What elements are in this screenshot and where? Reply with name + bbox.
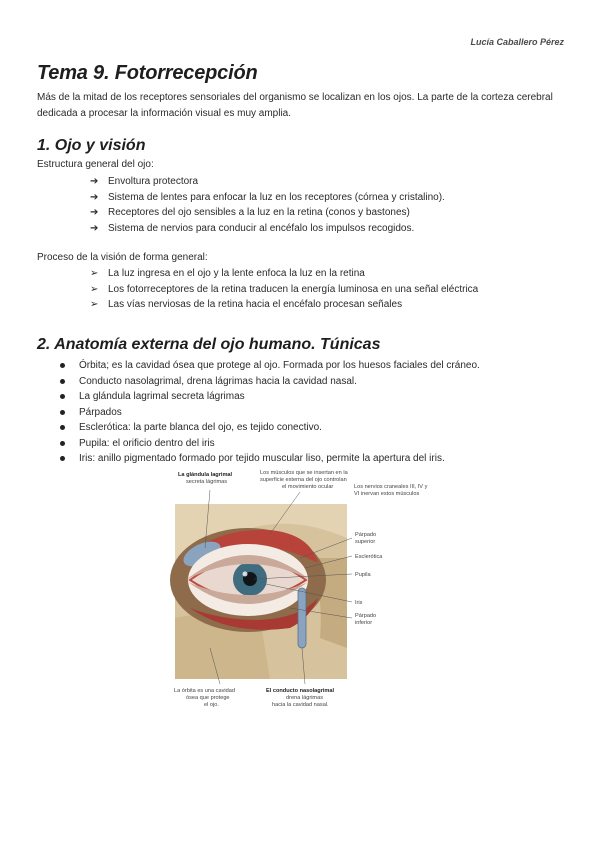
label-gland-bold: La glándula lagrimal <box>178 472 233 478</box>
arrowhead-icon: ➢ <box>90 268 99 279</box>
list-item: Conducto nasolagrimal, drena lágrimas hacia la cavidad nasal. <box>60 374 480 390</box>
label-duct: hacia la cavidad nasal. <box>272 702 329 708</box>
structure-list <box>90 174 445 236</box>
label-upper-eyelid: Párpado <box>355 532 377 538</box>
list-item: ➔ Sistema de lentes para enfocar la luz en los receptores (córnea y cristalino). <box>90 190 445 206</box>
label-duct-bold: El conducto nasolagrimal <box>266 688 335 694</box>
anatomy-list <box>60 358 480 467</box>
arrow-icon: ➔ <box>90 222 99 234</box>
list-item: ➔ Sistema de nervios para conducir al encéfalo los impulsos recogidos. <box>90 221 445 237</box>
arrow-icon: ➔ <box>90 207 99 218</box>
bullet-icon <box>60 394 65 399</box>
list-item: ➢ Las vías nerviosas de la retina hacia el encéfalo procesan señales <box>90 297 478 313</box>
label-lower-eyelid: Párpado <box>355 613 377 619</box>
list-item: ➢ La luz ingresa en el ojo y la lente enfoca la luz en la retina <box>90 266 478 282</box>
arrowhead-icon: ➢ <box>90 283 99 295</box>
author-name: Lucía Caballero Pérez <box>470 37 564 47</box>
section1-heading: 1. Ojo y visión <box>37 137 146 154</box>
label-orbit: el ojo. <box>204 702 219 708</box>
list-item: Párpados <box>60 405 480 421</box>
label-muscles: Los músculos que se insertan en la <box>260 470 348 476</box>
label-gland: secreta lágrimas <box>186 479 228 485</box>
page-title: Tema 9. Fotorrecepción <box>37 62 258 84</box>
bullet-icon <box>60 379 65 384</box>
list-item: Esclerótica: la parte blanca del ojo, es tejido conectivo. <box>60 420 480 436</box>
label-upper-eyelid: superior <box>355 539 376 545</box>
list-item: ➔ Envoltura protectora <box>90 174 445 190</box>
list-item: Iris: anillo pigmentado formado por tejido muscular liso, permite la apertura del iris. <box>60 451 480 467</box>
bullet-icon <box>60 441 65 446</box>
light-reflection <box>243 572 248 577</box>
intro-paragraph: Más de la mitad de los receptores sensoriales del organismo se localizan en los ojos. La parte de la corteza cerebral dedicada a procesar la información visual es muy amplia. <box>37 92 553 119</box>
label-duct: drena lágrimas <box>286 695 323 701</box>
section2-heading: 2. Anatomía externa del ojo humano. Túnicas <box>37 336 381 353</box>
list-item: Órbita; es la cavidad ósea que protege al ojo. Formada por los huesos faciales del cráneo. <box>60 358 480 374</box>
bullet-icon <box>60 425 65 430</box>
bullet-icon <box>60 410 65 415</box>
label-muscles: el movimiento ocular <box>282 484 334 490</box>
bullet-icon <box>60 363 65 368</box>
label-muscles: superficie externa del ojo controlan <box>260 477 347 483</box>
arrow-icon: ➔ <box>90 191 99 203</box>
label-sclera: Esclerótica <box>355 554 383 560</box>
label-orbit: ósea que protege <box>186 695 230 701</box>
list-item: ➔ Receptores del ojo sensibles a la luz en la retina (conos y bastones) <box>90 205 445 221</box>
nasolacrimal-duct <box>298 588 306 648</box>
bullet-icon <box>60 456 65 461</box>
label-nerves: Los nervios craneales III, IV y <box>354 484 428 490</box>
process-list <box>90 266 478 313</box>
list-item: La glándula lagrimal secreta lágrimas <box>60 389 480 405</box>
arrowhead-icon: ➢ <box>90 299 99 310</box>
arrow-icon: ➔ <box>90 176 99 187</box>
list-item: Pupila: el orificio dentro del iris <box>60 436 480 452</box>
list-item: ➢ Los fotorreceptores de la retina traducen la energía luminosa en una señal eléctrica <box>90 282 478 298</box>
label-pupil: Pupila <box>355 572 371 578</box>
eye-anatomy-figure <box>150 468 450 718</box>
label-nerves: VI inervan estos músculos <box>354 491 420 497</box>
structure-label: Estructura general del ojo: <box>37 159 154 170</box>
label-orbit: La órbita es una cavidad <box>174 688 235 694</box>
label-iris: Iris <box>355 600 363 606</box>
process-label: Proceso de la visión de forma general: <box>37 252 208 263</box>
label-lower-eyelid: inferior <box>355 620 373 626</box>
